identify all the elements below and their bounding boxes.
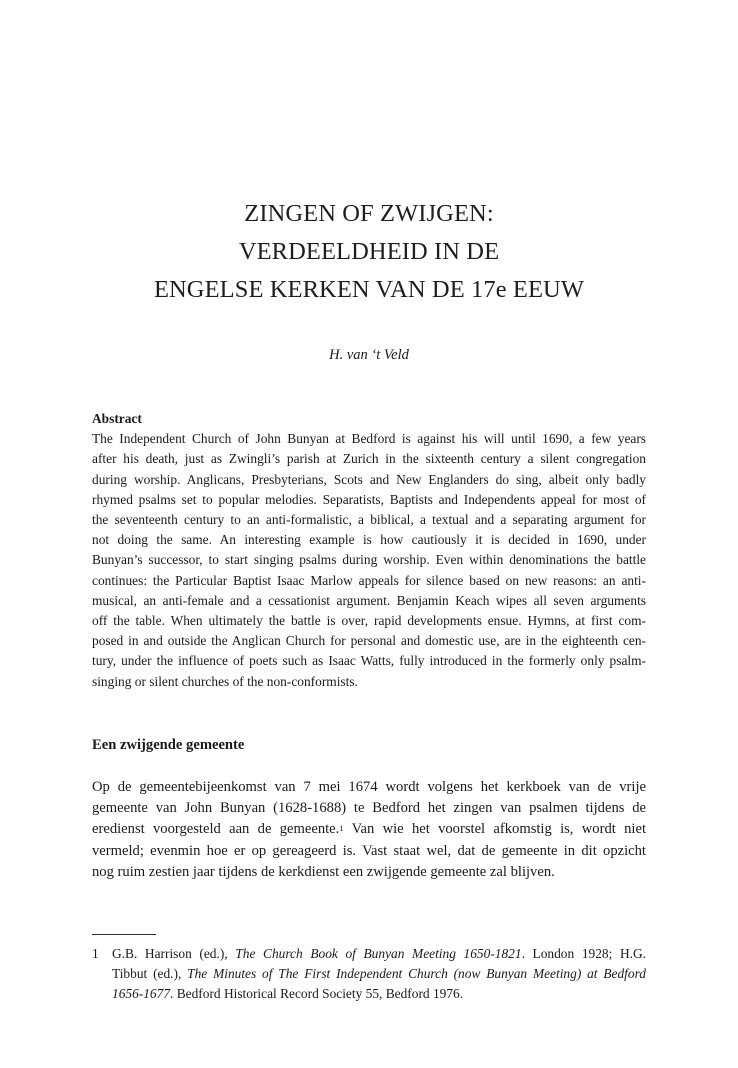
footnote-segment: Tibbut (ed.),: [112, 966, 188, 982]
section-body: [92, 777, 646, 883]
abstract-line: after his death, just as Zwingli’s parish at Zurich in the sixteenth century a silent congregation: [92, 451, 646, 467]
footnote-line: [112, 944, 646, 964]
abstract-line: off the table. When ultimately the battle is over, rapid developments ensue. Hymns, at first com-: [92, 613, 646, 629]
footnote-title: The Minutes of The First Independent Church (now Bunyan Meeting) at Bedford: [187, 966, 646, 982]
footnote-reference[interactable]: 1: [339, 823, 344, 834]
abstract-line: not doing the same. An interesting example is how cautiously it is decided in 1690, under: [92, 532, 646, 548]
abstract-line: Bunyan’s successor, to start singing psalms during worship. Even within denominations the battle: [92, 552, 646, 568]
abstract-line: tury, under the influence of poets such as Isaac Watts, fully introduced in the formerly only psalm-: [92, 653, 646, 669]
abstract-line: posed in and outside the Anglican Church for personal and domestic use, are in the eighteenth cen-: [92, 633, 646, 649]
footnote-segment: . Bedford Historical Record Society 55, Bedford 1976.: [170, 986, 464, 1002]
abstract-line: rhymed psalms set to popular melodies. Separatists, Baptists and Independents appeal for most of: [92, 491, 646, 507]
body-line-text-cont: Van wie het voorstel afkomstig is, wordt niet: [343, 821, 646, 838]
footnote: [92, 944, 646, 1005]
footnote-segment: G.B. Harrison (ed.),: [112, 946, 236, 961]
body-line-text: eredienst voorgesteld aan de gemeente.: [92, 821, 340, 838]
abstract-line: during worship. Anglicans, Presbyterians, Scots and New Englanders do sing, albeit only badly: [92, 471, 646, 487]
body-line: nog ruim zestien jaar tijdens de kerkdienst een zwijgende gemeente zal blijven.: [92, 863, 555, 880]
footnote-number: 1: [92, 946, 99, 961]
footnote-title: The Church Book of Bunyan Meeting 1650-1821: [235, 946, 522, 961]
article-title: [92, 195, 646, 309]
footnote-line: [112, 964, 646, 984]
body-line: Op de gemeentebijeenkomst van 7 mei 1674 wordt volgens het kerkboek van de vrije: [92, 779, 646, 795]
body-line-with-footnote: [92, 819, 646, 840]
abstract-body: [92, 429, 646, 692]
abstract-line: singing or silent churches of the non-conformists.: [92, 673, 358, 689]
title-line-3: ENGELSE KERKEN VAN DE 17e EEUW: [153, 276, 585, 303]
abstract-line: continues: the Particular Baptist Isaac Marlow appeals for silence based on new reasons: an anti-: [92, 572, 646, 588]
title-line-1: ZINGEN OF ZWIJGEN:: [244, 200, 494, 227]
footnote-line: [112, 984, 646, 1004]
abstract-line: The Independent Church of John Bunyan at Bedford is against his will until 1690, a few years: [92, 431, 646, 447]
body-line: gemeente van John Bunyan (1628-1688) te Bedford het zingen van psalmen tijdens de: [92, 800, 646, 817]
title-line-2: VERDEELDHEID IN DE: [238, 238, 500, 265]
body-line: vermeld; evenmin hoe er op gereageerd is. Vast staat wel, dat de gemeente in dit opzicht: [92, 842, 646, 859]
abstract-section: [92, 409, 646, 692]
abstract-line: musical, an anti-female and a cessationist argument. Benjamin Keach wipes all seven arguments: [92, 592, 646, 608]
author-name: H. van ‘t Veld: [329, 347, 409, 363]
footnote-divider: [92, 934, 156, 935]
abstract-line: the seventeenth century to an anti-formalistic, a biblical, a textual and a separating argument for: [92, 512, 646, 528]
abstract-heading: Abstract: [92, 411, 142, 426]
section-heading: Een zwijgende gemeente: [92, 737, 245, 753]
footnote-segment: . London 1928; H.G.: [521, 946, 646, 961]
footnote-text: [112, 944, 646, 1005]
footnote-title: 1656-1677: [112, 986, 171, 1002]
